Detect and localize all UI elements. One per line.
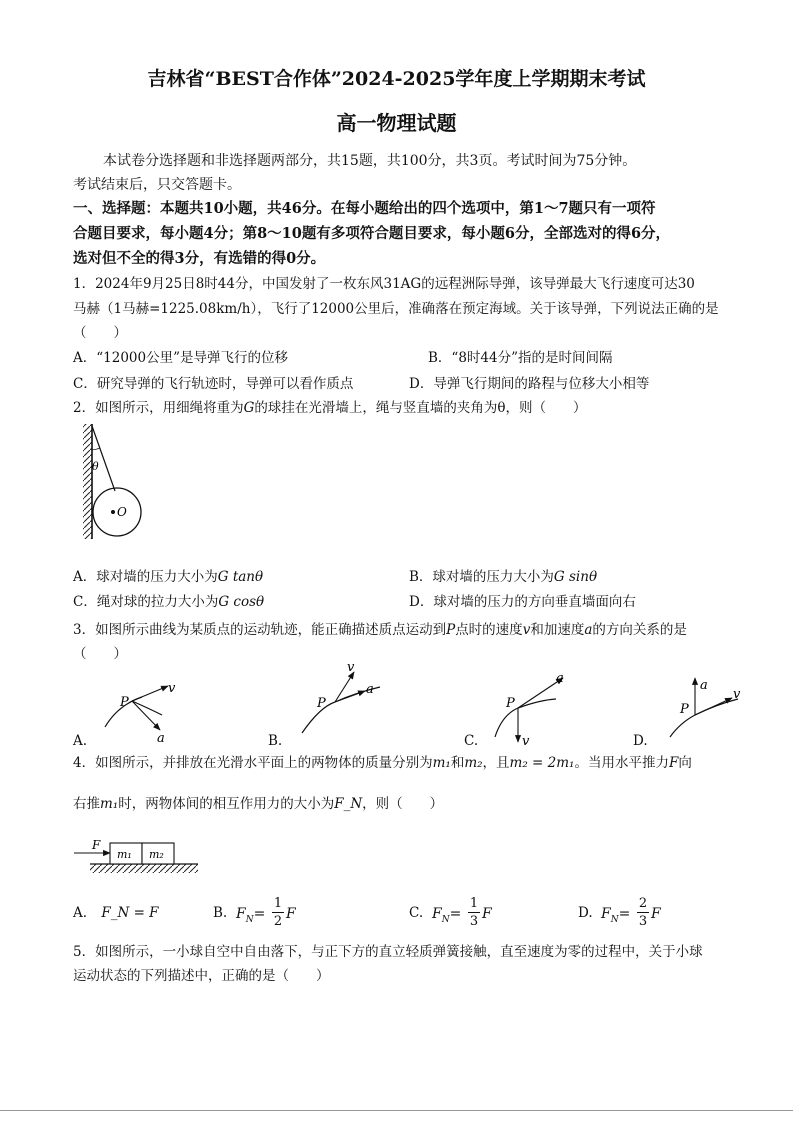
q1-option-b[interactable]: B．“8时44分”指的是时间间隔 [428,350,613,366]
q4-figure-f-label: F [92,838,101,852]
q4-option-d-label: D. [578,905,593,921]
q1-stem-line-2: 马赫（1马赫=1225.08km/h），飞行了12000公里后，准确落在预定海域。关于该导弹，下列说法正确的是 [73,301,719,317]
q3-figure-c [495,671,564,749]
q2-option-a-text: A．球对墙的压力大小为 [73,569,218,585]
q3-stem-paren: （ ） [73,646,127,662]
q4-option-d-denominator: 3 [638,914,648,929]
q3-b-a-label: a [366,682,374,697]
q4-option-c-numerator: 1 [469,896,479,911]
q3-d-v-label: v [733,687,741,702]
q1-stem-line-3: （ ） [73,325,127,341]
q4-option-b[interactable] [213,905,227,921]
q3-figure-a [105,681,176,746]
q3-figure-d [670,678,741,737]
q4-relation: m₂ = 2m₁ [509,755,575,771]
page-bottom-rule [0,1110,793,1111]
q4-force: F [668,755,679,771]
q4-stem-part-2: ，且 [482,755,510,771]
q4-stem-part-3: 。当用水平推力 [574,755,669,771]
q4-option-a-expr: F_N = F [101,905,159,921]
q4-option-c-label: C. [409,905,424,921]
q2-wall-hatch [83,424,92,539]
q4-and: 和 [450,755,465,771]
q3-b-p-label: P [317,696,326,711]
q2-option-c-formula: G cosθ [218,594,265,610]
q3-stem-p: P [446,622,456,638]
q4-m1: m₁ [432,755,451,771]
q3-stem-v: v [522,622,531,638]
q3-figure-b [302,660,380,733]
exam-subtitle: 高一物理试题 [336,111,457,135]
q4-option-b-label: B. [213,905,228,921]
q2-stem-part-1: 2．如图所示，用细绳将重为 [73,400,244,416]
q2-option-b-formula: G sinθ [553,569,598,585]
section1-line-1: 一、选择题：本题共10小题，共46分。在每小题给出的四个选项中，第1～7题只有一项符 [73,200,656,217]
q3-stem-part-2: 点时的速度 [455,622,523,638]
q4-option-d[interactable] [578,905,593,921]
q3-a-v-label: v [168,681,176,696]
section1-line-2: 合题目要求，每小题4分；第8～10题有多项符合题目要求，每小题6分，全部选对的得6分， [73,225,671,242]
q4-line2-part-2: 时，两物体间的相互作用力的大小为 [118,796,335,812]
q4-option-b-numerator: 1 [273,896,283,911]
q2-o-label: O [117,505,127,519]
intro-line-1: 本试卷分选择题和非选择题两部分，共15题，共100分，共3页。考试时间为75分钟。 [103,153,637,169]
q3-stem-part-4: 的方向关系的是 [592,622,687,638]
q3-stem-part-3: 和加速度 [530,622,585,638]
q3-stem-a: a [584,622,593,638]
q4-line2-part-1: 右推 [73,796,100,812]
q2-ball-center [111,510,115,514]
q3-c-v-label: v [522,734,530,749]
q3-option-d[interactable]: D. [633,733,648,749]
q4-option-b-denominator: 2 [273,914,283,929]
q5-stem-line-1: 5．如图所示，一小球自空中自由落下，与正下方的直立轻质弹簧接触，直至速度为零的过程中，关于小球 [73,944,703,960]
q2-stem-part-2: 的球挂在光滑墙上，绳与竖直墙的夹角为θ，则（ ） [254,400,587,416]
q3-stem [73,618,687,638]
q4-option-c[interactable] [409,905,423,921]
q4-ground-hatch [90,864,198,873]
q4-figure [70,830,210,880]
q3-option-b[interactable]: B. [268,733,283,749]
q4-stem-line-2 [73,792,443,812]
q2-option-b-text: B．球对墙的压力大小为 [409,569,554,585]
q2-stem-g: G [243,400,255,416]
q5-stem-line-2: 运动状态的下列描述中，正确的是（ ） [73,968,330,984]
q2-option-a-formula: G tanθ [217,569,264,585]
q4-line2-part-3: ，则（ ） [362,796,444,812]
q2-option-b[interactable] [409,565,597,585]
q4-figure-m1-label: m₁ [117,848,132,861]
q2-option-a[interactable] [73,565,263,585]
q1-option-a[interactable]: A．“12000公里”是导弹飞行的位移 [73,350,288,366]
q4-option-a-label: A. [73,905,88,921]
q4-m2: m₂ [464,755,483,771]
section1-line-3: 选对但不全的得3分，有选错的得0分。 [73,250,326,267]
q2-rope [92,426,115,491]
q3-stem-part-1: 3．如图所示曲线为某质点的运动轨迹，能正确描述质点运动到 [73,622,447,638]
q1-option-c[interactable]: C．研究导弹的飞行轨迹时，导弹可以看作质点 [73,376,354,392]
q4-line2-fn: F_N [334,796,363,812]
q3-option-c[interactable]: C. [464,733,479,749]
q2-figure [78,420,178,545]
q3-d-a-label: a [700,678,708,693]
intro-line-2: 考试结束后，只交答题卡。 [73,177,241,193]
q3-d-p-label: P [680,702,689,717]
q2-angle-arc [92,448,100,450]
q1-stem-line-1: 1．2024年9月25日8时44分，中国发射了一枚东风31AG的远程洲际导弹，该导弹最大飞行速度可达30 [73,276,695,292]
q3-c-a-label: a [556,671,564,686]
q2-option-d[interactable]: D．球对墙的压力的方向垂直墙面向右 [409,594,636,610]
q2-stem [73,396,587,416]
q4-option-d-numerator: 2 [638,896,648,911]
q4-stem-part-4: 向 [678,755,692,771]
q3-a-a-label: a [157,731,165,746]
q4-figure-m2-label: m₂ [149,848,164,861]
q3-figures [70,655,770,750]
q1-option-d[interactable]: D．导弹飞行期间的路程与位移大小相等 [409,376,650,392]
q3-b-v-label: v [347,660,355,675]
exam-title: 吉林省“BEST合作体”2024-2025学年度上学期期末考试 [147,68,646,90]
q4-stem-line-1 [73,751,692,771]
q2-option-c-text: C．绳对球的拉力大小为 [73,594,219,610]
q3-option-a[interactable]: A. [73,733,88,749]
q3-a-p-label: P [120,695,129,710]
q4-stem-part-1: 4．如图所示，并排放在光滑水平面上的两物体的质量分别为 [73,755,433,771]
q3-c-p-label: P [506,696,515,711]
q4-option-c-denominator: 3 [469,914,479,929]
q4-line2-m1: m₁ [100,796,119,812]
q2-theta-label: θ [92,460,99,473]
q2-option-c[interactable] [73,590,264,610]
q4-option-a[interactable] [73,905,159,921]
